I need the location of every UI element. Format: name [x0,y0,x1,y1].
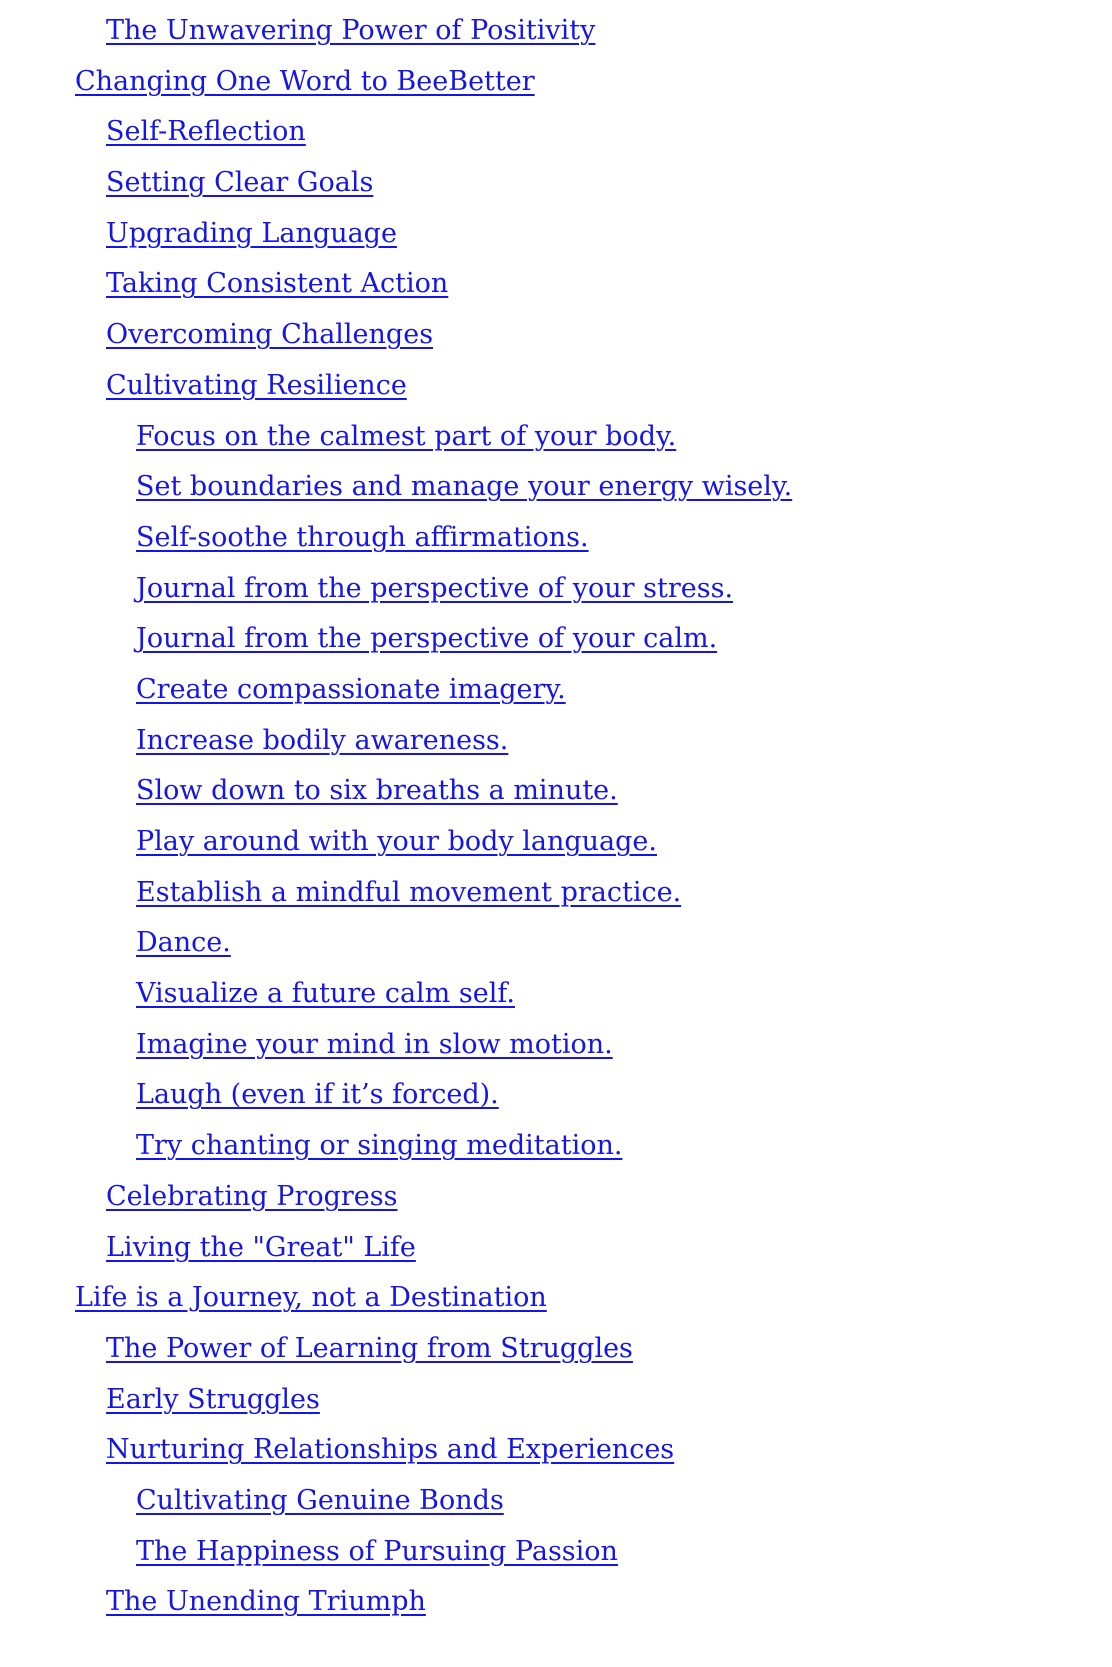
toc-entry [0,462,1112,513]
toc-link[interactable]: Nurturing Relationships and Experiences [106,1434,675,1466]
toc-link[interactable]: Living the "Great" Life [106,1231,416,1263]
toc-link[interactable]: Cultivating Resilience [106,369,407,401]
toc-entry [0,1070,1112,1121]
toc-entry [0,158,1112,209]
toc-entry [0,918,1112,969]
toc-entry [0,310,1112,361]
toc-entry [0,1425,1112,1476]
toc-entry [0,1577,1112,1628]
toc-link[interactable]: Setting Clear Goals [106,167,374,199]
toc-entry [0,665,1112,716]
table-of-contents [0,6,1112,1628]
toc-link[interactable]: The Power of Learning from Struggles [106,1332,633,1364]
toc-entry [0,1273,1112,1324]
toc-link[interactable]: Taking Consistent Action [106,268,449,300]
toc-link[interactable]: The Unwavering Power of Positivity [106,15,596,46]
toc-entry [0,716,1112,767]
toc-entry [0,1121,1112,1172]
toc-link[interactable]: Life is a Journey, not a Destination [75,1282,547,1314]
toc-entry [0,412,1112,463]
toc-link[interactable]: Cultivating Genuine Bonds [136,1484,504,1516]
toc-link[interactable]: Establish a mindful movement practice. [136,876,682,908]
toc-entry [0,817,1112,868]
toc-link[interactable]: Overcoming Challenges [106,319,434,351]
toc-link[interactable]: Self-soothe through affirmations. [136,521,589,553]
toc-link[interactable]: Laugh (even if it’s forced). [136,1079,499,1111]
toc-link[interactable]: Self-Reflection [106,116,306,148]
toc-link[interactable]: Try chanting or singing meditation. [136,1130,623,1162]
toc-entry [0,969,1112,1020]
toc-entry [0,868,1112,919]
toc-link[interactable]: Slow down to six breaths a minute. [136,775,618,807]
toc-link[interactable]: Celebrating Progress [106,1180,398,1212]
toc-entry [0,614,1112,665]
toc-entry [0,6,1112,57]
toc-entry [0,1324,1112,1375]
toc-link[interactable]: Changing One Word to BeeBetter [75,65,535,97]
toc-link[interactable]: Visualize a future calm self. [136,978,515,1010]
toc-link[interactable]: Journal from the perspective of your stress. [136,572,734,604]
toc-link[interactable]: Increase bodily awareness. [136,724,509,756]
toc-link[interactable]: Play around with your body language. [136,826,657,857]
toc-entry [0,564,1112,615]
toc-entry [0,107,1112,158]
toc-link[interactable]: Dance. [136,927,231,959]
toc-link[interactable]: Focus on the calmest part of your body. [136,420,677,452]
toc-entry [0,1223,1112,1274]
toc-link[interactable]: Journal from the perspective of your calm. [136,623,718,655]
toc-entry [0,513,1112,564]
toc-entry [0,1020,1112,1071]
toc-entry [0,361,1112,412]
toc-entry [0,209,1112,260]
toc-entry [0,57,1112,108]
toc-entry [0,1476,1112,1527]
toc-entry [0,1527,1112,1578]
toc-link[interactable]: Imagine your mind in slow motion. [136,1028,613,1060]
toc-entry [0,259,1112,310]
toc-entry [0,1172,1112,1223]
toc-entry [0,766,1112,817]
toc-link[interactable]: The Unending Triumph [106,1586,426,1618]
toc-entry [0,1375,1112,1426]
toc-link[interactable]: Set boundaries and manage your energy wisely. [136,471,793,503]
toc-link[interactable]: Upgrading Language [106,217,397,249]
toc-link[interactable]: Create compassionate imagery. [136,673,566,705]
toc-link[interactable]: Early Struggles [106,1383,320,1415]
toc-link[interactable]: The Happiness of Pursuing Passion [136,1535,618,1567]
